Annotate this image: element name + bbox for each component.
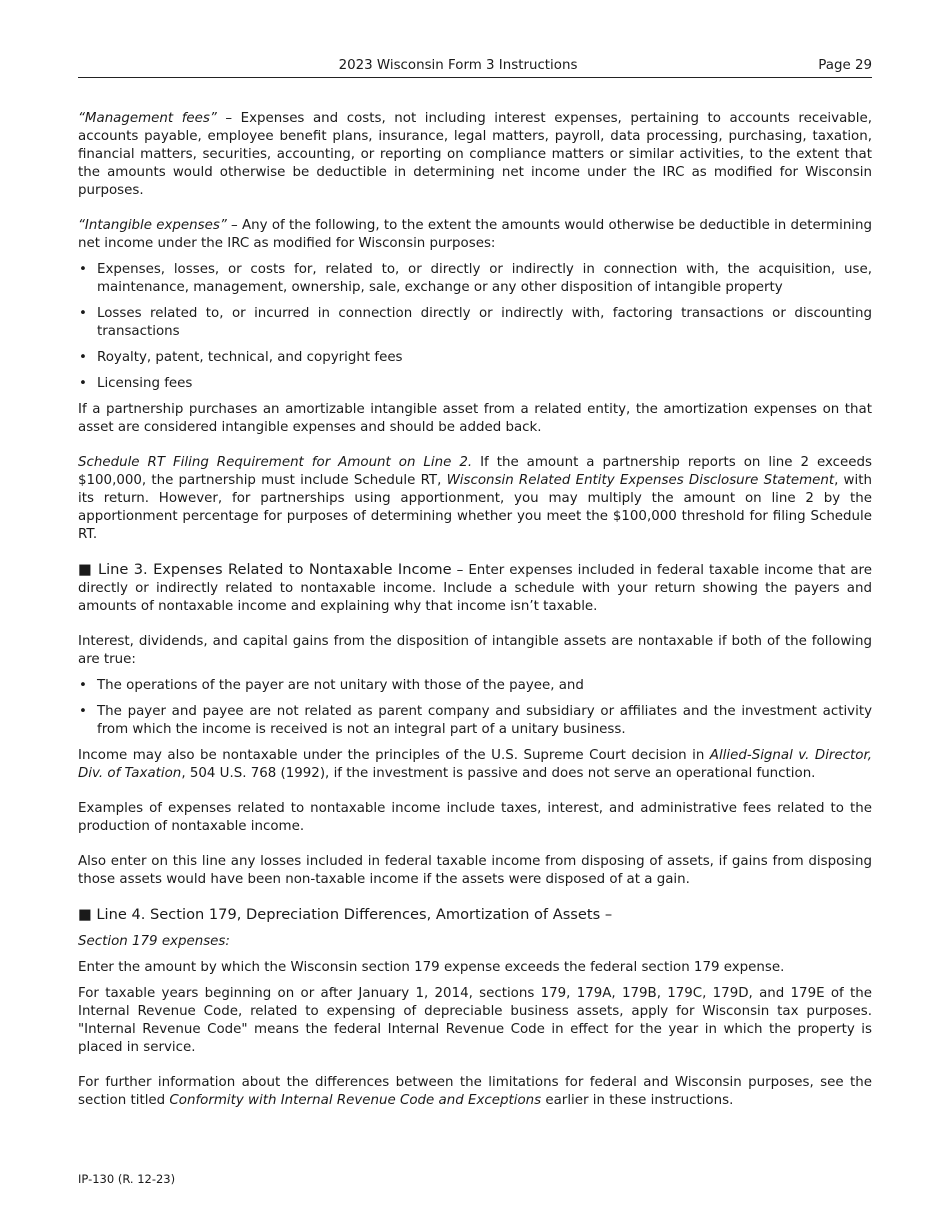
document-body <box>78 110 872 1127</box>
line4-paragraph <box>78 906 872 925</box>
examples-paragraph: Examples of expenses related to nontaxable income include taxes, interest, and administrative fees related to the production of nontaxable income. <box>78 801 872 834</box>
intangible-expenses-paragraph <box>78 217 872 253</box>
bullet-icon: • <box>79 350 87 365</box>
nontaxable-conditions-paragraph: Interest, dividends, and capital gains from the disposition of intangible assets are nontaxable if both of the following are true: <box>78 634 872 667</box>
section179-paragraph-1: Enter the amount by which the Wisconsin section 179 expense exceeds the federal section 179 expense. <box>78 960 785 975</box>
bullet-icon: • <box>79 376 87 391</box>
section-reference: Conformity with Internal Revenue Code and Exceptions <box>169 1093 542 1108</box>
line3-heading: ■ Line 3. Expenses Related to Nontaxable Income <box>78 561 452 578</box>
schedule-rt-paragraph: Schedule RT Filing Requirement for Amount on Line 2. If the amount a partnership reports on line 2 exceeds $100,000, the partnership must include Schedule RT, Wisconsin Related Entity Expenses Disclosure Statement, with its return. However, for partnerships using apportionment, you may multiply the amount on line 2 by the apportionment percentage for purposes of determining whether you meet the $100,000 threshold for filing Schedule RT. <box>78 455 872 542</box>
intangible-expenses-term: “Intangible expenses” <box>78 218 227 233</box>
amortization-paragraph: If a partnership purchases an amortizable intangible asset from a related entity, the amortization expenses on that asset are considered intangible expenses and should be added back. <box>78 402 872 435</box>
section179-heading: Section 179 expenses: <box>78 934 230 949</box>
bullet-icon: • <box>79 704 87 719</box>
list-item: • The operations of the payer are not unitary with those of the payee, and <box>79 678 584 693</box>
list-item: • Expenses, losses, or costs for, related to, or directly or indirectly in connection with, the acquisition, use, maintenance, management, ownership, sale, exchange or any other disposition of intangible property <box>79 262 872 295</box>
document-title: 2023 Wisconsin Form 3 Instructions <box>338 58 578 73</box>
case-citation: Allied-Signal v. Director, Div. of Taxation <box>78 748 872 781</box>
bullet-icon: • <box>79 262 87 277</box>
schedule-rt-form-title: Wisconsin Related Entity Expenses Disclosure Statement <box>446 473 835 488</box>
bullet-icon: • <box>79 678 87 693</box>
section179-paragraph-3: For further information about the differences between the limitations for federal and Wisconsin purposes, see the section titled Conformity with Internal Revenue Code and Exceptions earlier in these instructions. <box>78 1075 872 1108</box>
form-footer: IP-130 (R. 12-23) <box>78 1172 176 1186</box>
page-header <box>78 57 872 78</box>
intangible-expenses-list <box>78 261 872 393</box>
list-item: • Losses related to, or incurred in connection directly or indirectly with, factoring transactions or discounting transactions <box>79 306 872 339</box>
list-item: • Royalty, patent, technical, and copyright fees <box>79 350 403 365</box>
list-item: • The payer and payee are not related as parent company and subsidiary or affiliates and the investment activity from which the income is received is not an integral part of a unitary business. <box>79 704 872 737</box>
line4-heading: ■ Line 4. Section 179, Depreciation Differences, Amortization of Assets – <box>78 906 613 923</box>
list-item: • Licensing fees <box>79 376 193 391</box>
losses-paragraph: Also enter on this line any losses included in federal taxable income from disposing of assets, if gains from disposing those assets would have been non-taxable income if the assets were disposed of at a gain. <box>78 854 872 887</box>
intangible-expenses-text: – Any of the following, to the extent the amounts would otherwise be deductible in determining net income under the IRC as modified for Wisconsin purposes: <box>78 218 873 251</box>
nontaxable-conditions-list <box>78 677 872 739</box>
management-fees-paragraph <box>78 110 872 200</box>
management-fees-text: – Expenses and costs, not including interest expenses, pertaining to accounts receivable, accounts payable, employee benefit plans, insurance, legal matters, payroll, data processing, purchasing, taxation, financial matters, securities, accounting, or reporting on compliance matters or similar activities, to the extent that the amounts would otherwise be deductible in determining net income under the IRC as modified for Wisconsin purposes. <box>78 111 872 198</box>
page-number: Page 29 <box>818 58 872 73</box>
section179-paragraph-2: For taxable years beginning on or after January 1, 2014, sections 179, 179A, 179B, 179C, 179D, and 179E of the Internal Revenue Code, related to expensing of depreciable business assets, apply for Wisconsin tax purposes. "Internal Revenue Code" means the federal Internal Revenue Code in effect for the year in which the property is placed in service. <box>78 986 872 1055</box>
allied-signal-paragraph: Income may also be nontaxable under the principles of the U.S. Supreme Court decision in Allied-Signal v. Director, Div. of Taxation, 504 U.S. 768 (1992), if the investment is passive and does not serve an operational function. <box>78 748 872 781</box>
bullet-icon: • <box>79 306 87 321</box>
line3-paragraph: ■ Line 3. Expenses Related to Nontaxable Income – Enter expenses included in federal taxable income that are directly or indirectly related to nontaxable income. Include a schedule with your return showing the payers and amounts of nontaxable income and explaining why that income isn’t taxable. <box>78 561 873 614</box>
schedule-rt-lead: Schedule RT Filing Requirement for Amount on Line 2. <box>78 455 473 470</box>
management-fees-term: “Management fees” <box>78 111 217 126</box>
